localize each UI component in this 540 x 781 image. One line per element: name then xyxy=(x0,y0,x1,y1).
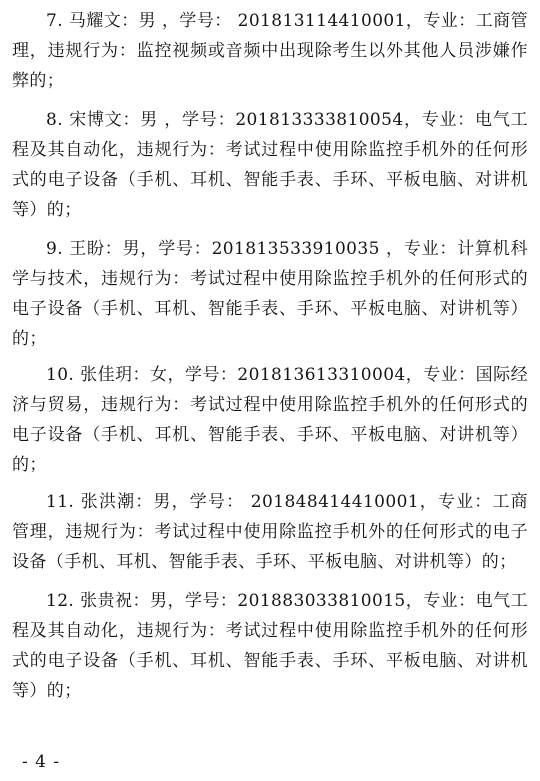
violation-item-7: 7. 马耀文：男 ，学号： 201813114410001，专业：工商管理，违规行为：监控视频或音频中出现除考生以外其他人员涉嫌作弊的； xyxy=(12,11,528,91)
violation-item-8: 8. 宋博文：男 ，学号：201813333810054，专业：电气工程及其自动化，违规行为：考试过程中使用除监控手机外的任何形式的电子设备（手机、耳机、智能手表、手环、平板电脑、对讲机等）的； xyxy=(12,110,528,220)
violation-item-10: 10. 张佳玥：女，学号：201813613310004，专业：国际经济与贸易，违规行为：考试过程中使用除监控手机外的任何形式的电子设备（手机、耳机、智能手表、手环、平板电脑、对讲机等）的； xyxy=(12,365,528,475)
violation-item-9: 9. 王盼：男，学号：201813533910035 ，专业：计算机科学与技术，违规行为：考试过程中使用除监控手机外的任何形式的电子设备（手机、耳机、智能手表、手环、平板电脑、对讲机等）的； xyxy=(12,239,528,349)
page-number: - 4 - xyxy=(22,752,61,772)
violation-item-11: 11. 张洪潮：男，学号： 201848414410001，专业：工商管理，违规行为：考试过程中使用除监控手机外的任何形式的电子设备（手机、耳机、智能手表、手环、平板电脑、对讲机等）的； xyxy=(12,492,528,572)
violation-item-12: 12. 张贵祝：男，学号：201883033810015，专业：电气工程及其自动化，违规行为：考试过程中使用除监控手机外的任何形式的电子设备（手机、耳机、智能手表、手环、平板电脑、对讲机等）的； xyxy=(12,591,528,701)
